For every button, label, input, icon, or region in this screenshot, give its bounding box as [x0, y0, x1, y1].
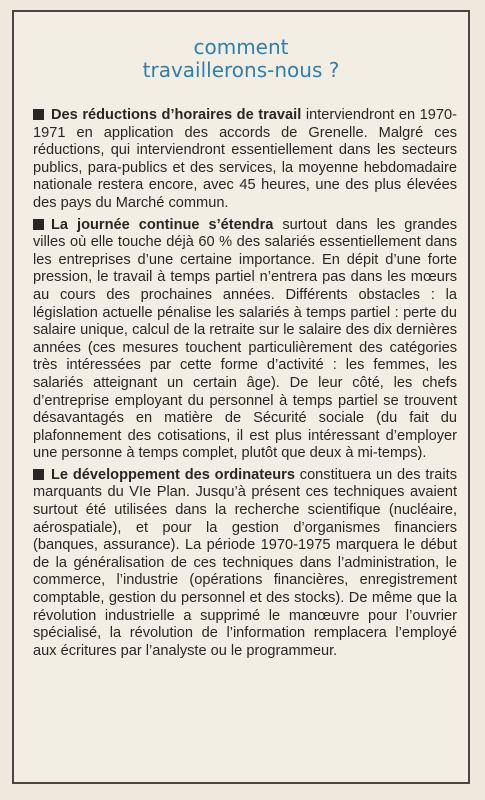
paragraph-lead: Le développement des ordinateurs	[51, 466, 295, 483]
paragraph-text: interviendront en 1970-1971 en application des accords de Grenelle. Malgré ces réductions, qui interviendront essentiellement dans les secteurs publics, para-publics et des services, la moyenne hebdomadaire nationale restera encore, avec 45 heures, une des plus élevées des pays du Marché commun.	[33, 107, 457, 211]
paragraph-text: constituera un des traits marquants du VIe Plan. Jusqu’à présent ces techniques avaient surtout été utilisées dans la recherche scientifique (nucléaire, aérospatiale), et pour la gestion d’organismes financiers (banques, assurance). La période 1970-1975 marquera le début de la généralisation de ces techniques dans l’administration, le commerce, l’industrie (opérations financières, enregistrement comptable, gestion du personnel et des stocks). De même que la révolution industrielle a supprimé le manœuvre pour l’ouvrier spécialisé, la révolution de l’information remplacera l’employé aux écritures par l’analyste ou le programmeur.	[33, 466, 457, 659]
title-line-2: travaillerons-nous ?	[142, 58, 340, 82]
paragraph-working-hours	[33, 107, 457, 213]
title-line-1: comment	[193, 35, 289, 59]
article-body	[33, 107, 457, 664]
paragraph-lead: La journée continue s’étendra	[51, 216, 274, 233]
paragraph-continuous-day	[33, 217, 457, 463]
paragraph-computers	[33, 467, 457, 661]
square-bullet-icon	[33, 219, 44, 230]
square-bullet-icon	[33, 109, 44, 120]
square-bullet-icon	[33, 469, 44, 480]
paragraph-text: surtout dans les grandes villes où elle touche déjà 60 % des salariés essentiellement dans les entreprises d’une certaine importance. En dépit d’une forte pression, le travail à temps partiel n’entrera pas dans les mœurs au cours des prochaines années. Différents obstacles : la législation actuelle pénalise les salariés à temps partiel : perte du salaire unique, calcul de la retraite sur le salaire des dix dernières années (ces mesures touchent particulièrement des catégories très intéressées par cette forme d’activité : les femmes, les salariés atteignant un certain âge). De leur côté, les chefs d’entreprise employant du personnel à temps partiel se trouvent désavantagés en matière de Sécurité sociale (du fait du plafonnement des cotisations, il est plus intéressant d’employer une personne à temps complet, plutôt que deux à mi-temps).	[33, 216, 457, 462]
article-box	[12, 10, 470, 784]
article-title	[14, 36, 468, 82]
paragraph-lead: Des réductions d’horaires de travail	[51, 107, 302, 123]
